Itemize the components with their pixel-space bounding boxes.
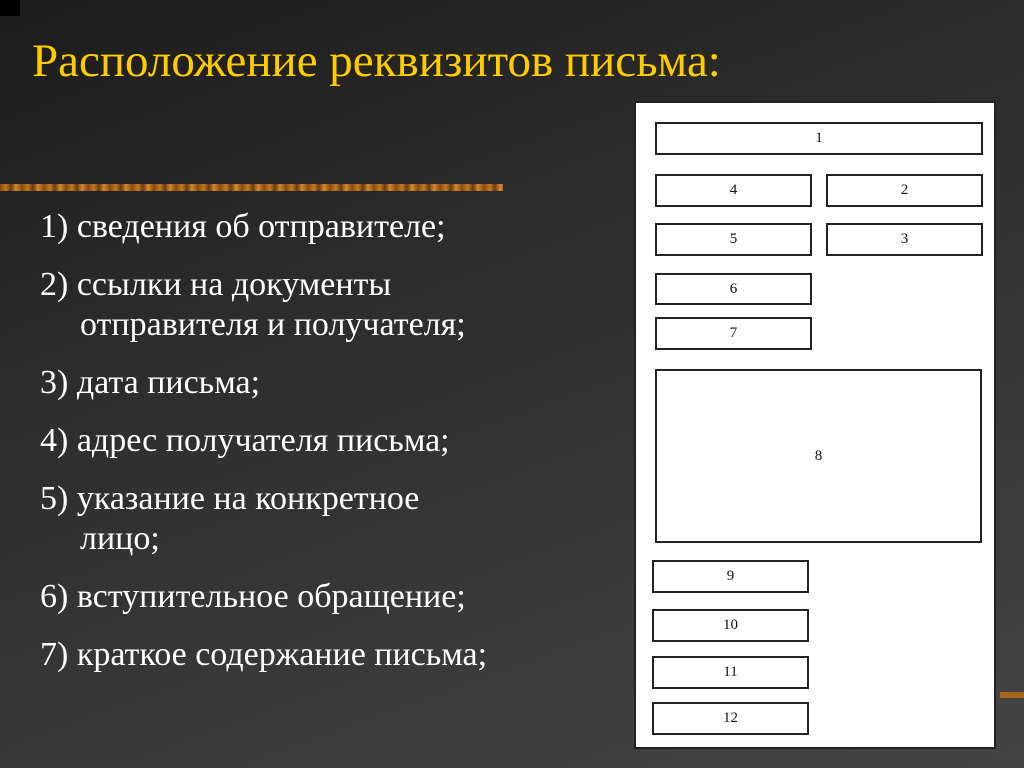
- right-edge-divider: [1000, 692, 1024, 698]
- list-item: [40, 421, 487, 461]
- list-item: [40, 479, 487, 559]
- item-number: 1): [40, 208, 69, 245]
- diagram-box-7: 7: [655, 317, 812, 350]
- list-item: [40, 577, 487, 617]
- diagram-box-8: 8: [655, 369, 982, 543]
- item-number: 2): [40, 266, 69, 303]
- diagram-box-1: 1: [655, 122, 983, 155]
- corner-mark: [0, 0, 20, 16]
- list-item: [40, 265, 487, 345]
- list-item: [40, 635, 487, 675]
- letter-layout-diagram: [634, 101, 996, 749]
- item-text: сведения об отправителе;: [76, 208, 446, 245]
- item-number: 7): [40, 636, 69, 673]
- item-number: 5): [40, 480, 69, 517]
- diagram-box-11: 11: [652, 656, 809, 689]
- diagram-box-5: 5: [655, 223, 812, 256]
- item-text: вступительное обращение;: [76, 578, 466, 615]
- item-text: ссылки на документы: [76, 266, 392, 303]
- diagram-box-2: 2: [826, 174, 983, 207]
- diagram-box-4: 4: [655, 174, 812, 207]
- item-number: 4): [40, 422, 69, 459]
- diagram-box-9: 9: [652, 560, 809, 593]
- item-number: 6): [40, 578, 69, 615]
- diagram-box-3: 3: [826, 223, 983, 256]
- item-text-continuation: отправителя и получателя;: [80, 306, 466, 343]
- item-text: дата письма;: [76, 364, 261, 401]
- title-divider: [0, 184, 503, 191]
- requisites-list: [40, 207, 487, 693]
- diagram-box-12: 12: [652, 702, 809, 735]
- list-item: [40, 363, 487, 403]
- list-item: [40, 207, 487, 247]
- diagram-box-6: 6: [655, 273, 812, 305]
- item-text-continuation: лицо;: [80, 520, 160, 557]
- item-number: 3): [40, 364, 69, 401]
- item-text: адрес получателя письма;: [76, 422, 450, 459]
- item-text: указание на конкретное: [76, 480, 420, 517]
- diagram-box-10: 10: [652, 609, 809, 642]
- item-text: краткое содержание письма;: [76, 636, 488, 673]
- slide-title: Расположение реквизитов письма:: [32, 35, 721, 87]
